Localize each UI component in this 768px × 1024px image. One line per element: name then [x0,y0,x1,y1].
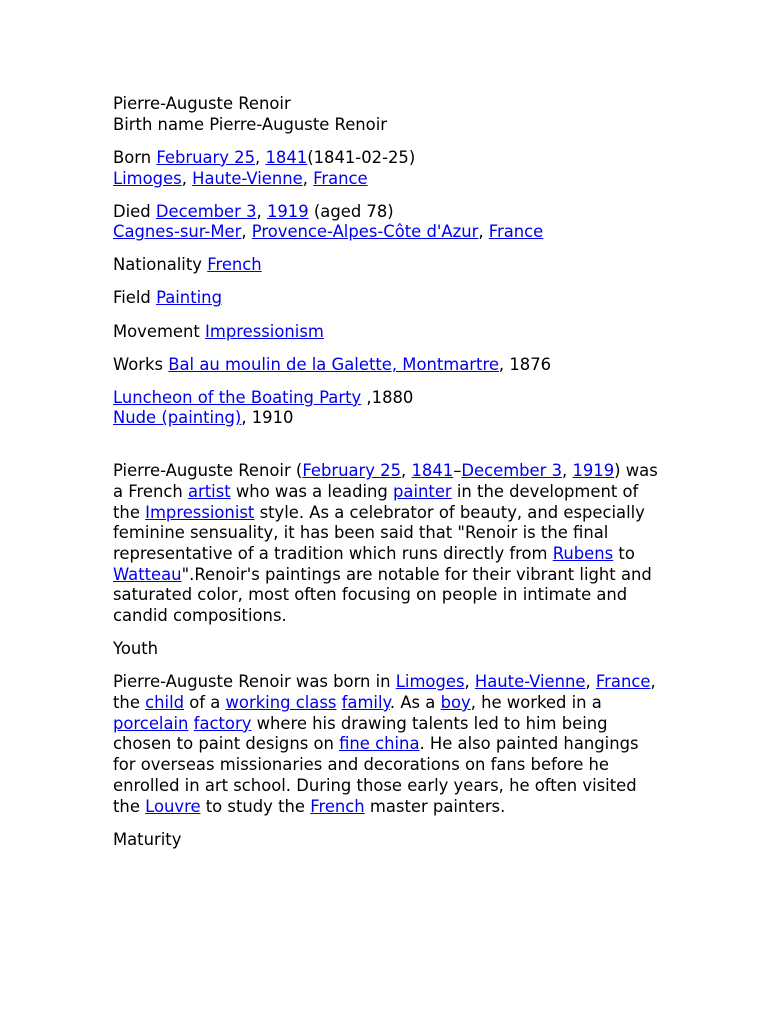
infobox-born: Born February 25, 1841(1841-02-25) [113,147,416,167]
intro-paragraph [113,461,658,627]
infobox-died: Died December 3, 1919 (aged 78) [113,201,394,221]
text-run: to study the [200,796,311,816]
nationality-link[interactable]: French [207,255,262,275]
youth-heading: Youth [113,639,159,659]
text-run: of a [184,692,226,712]
born-year-link[interactable]: 1841 [265,147,308,167]
works-label: Works [113,354,164,374]
died-label: Died [113,201,151,221]
text-run: where his drawing talents led to him being chosen to paint designs on [113,713,608,754]
born-date-link[interactable]: February 25 [156,147,256,167]
infobox-works [113,355,658,376]
intro-link-artist[interactable]: artist [187,481,231,501]
born-label: Born [113,147,152,167]
died-year-link[interactable]: 1919 [266,201,309,221]
movement-link[interactable]: Impressionism [205,321,324,341]
text-run: to [613,543,635,563]
infobox-birth-name [113,115,658,136]
infobox-movement [113,322,658,343]
text-run: , [401,461,412,481]
text-run: , [585,672,596,692]
field-label: Field [113,288,151,308]
died-city-link[interactable]: Cagnes-sur-Mer [113,222,242,242]
text-run: who was a leading [230,481,394,501]
died-country-link[interactable]: France [488,222,544,242]
field-link[interactable]: Painting [156,288,222,308]
youth-link-factory[interactable]: factory [193,713,252,733]
text-run: , he worked in a [470,692,602,712]
youth-link-france[interactable]: France [595,672,651,692]
infobox-work3 [113,408,658,429]
text-run: – [453,461,462,481]
work2-link[interactable]: Luncheon of the Boating Party [113,387,362,407]
text-run: . He also painted hangings for overseas missionaries and decorations on fans before he enrolled in art school. During those early years, he often visited the [113,734,639,816]
intro-link-december-3[interactable]: December 3 [461,461,563,481]
born-iso: (1841-02-25) [307,147,416,167]
text-run: ) was a French [113,461,658,501]
work1-year: , 1876 [498,354,552,374]
died-date-link[interactable]: December 3 [155,201,257,221]
work1-link[interactable]: Bal au moulin de la Galette, Montmartre [168,354,499,374]
text-run: style. As a celebrator of beauty, and especially feminine sensuality, it has been said that "Renoir is the final representative of a tradition which runs directly from [113,502,645,563]
born-country-link[interactable]: France [313,168,368,188]
movement-label: Movement [113,321,200,341]
intro-link-1841[interactable]: 1841 [411,461,454,481]
birth-name-label: Birth name [113,114,205,134]
infobox-nationality [113,255,658,276]
infobox-field [113,288,658,309]
youth-link-french[interactable]: French [310,796,365,816]
intro-link-impressionist[interactable]: Impressionist [145,502,255,522]
nationality-label: Nationality [113,255,202,275]
text-run: in the development of the [113,481,639,522]
youth-paragraph [113,672,658,817]
maturity-heading: Maturity [113,829,182,849]
died-region-link[interactable]: Provence-Alpes-Côte d'Azur [251,222,479,242]
youth-link-boy[interactable]: boy [440,692,471,712]
intro-link-rubens[interactable]: Rubens [552,543,614,563]
text-run: master painters. [364,796,506,816]
infobox-title: Pierre-Auguste Renoir [113,94,291,113]
text-run: , the [113,672,656,712]
born-region-link[interactable]: Haute-Vienne [192,168,303,188]
youth-link-porcelain[interactable]: porcelain [113,713,189,733]
infobox-born-place: Limoges, Haute-Vienne, France [113,168,368,188]
text-run: ".Renoir's paintings are notable for their vibrant light and saturated color, most often focusing on people in intimate and candid compositions. [113,564,652,626]
work3-link[interactable]: Nude (painting) [113,408,242,428]
text-run: Pierre-Auguste Renoir ( [113,461,303,481]
youth-link-louvre[interactable]: Louvre [145,796,201,816]
intro-link-watteau[interactable]: Watteau [113,564,182,584]
youth-link-haute-vienne[interactable]: Haute-Vienne [474,672,586,692]
text-run: , [464,672,475,692]
work2-year: ,1880 [361,387,414,407]
birth-name-value: Pierre-Auguste Renoir [209,114,387,134]
text-run: Pierre-Auguste Renoir was born in [113,672,396,692]
work3-year: , 1910 [241,408,294,428]
infobox-work2 [113,388,658,409]
died-age: (aged 78) [313,201,394,221]
born-city-link[interactable]: Limoges [113,168,182,188]
youth-link-working-class[interactable]: working class [225,692,337,712]
intro-link-painter[interactable]: painter [393,481,452,501]
youth-link-limoges[interactable]: Limoges [395,672,465,692]
youth-link-fine-china[interactable]: fine china [339,734,420,754]
infobox-died-place: Cagnes-sur-Mer, Provence-Alpes-Côte d'Azur, France [113,222,544,242]
text-run: . As a [389,692,441,712]
text-run: , [562,461,573,481]
document-page [113,94,658,850]
intro-link-february-25[interactable]: February 25 [302,461,402,481]
intro-link-1919[interactable]: 1919 [572,461,615,481]
youth-link-family[interactable]: family [341,692,390,712]
youth-link-child[interactable]: child [145,692,185,712]
